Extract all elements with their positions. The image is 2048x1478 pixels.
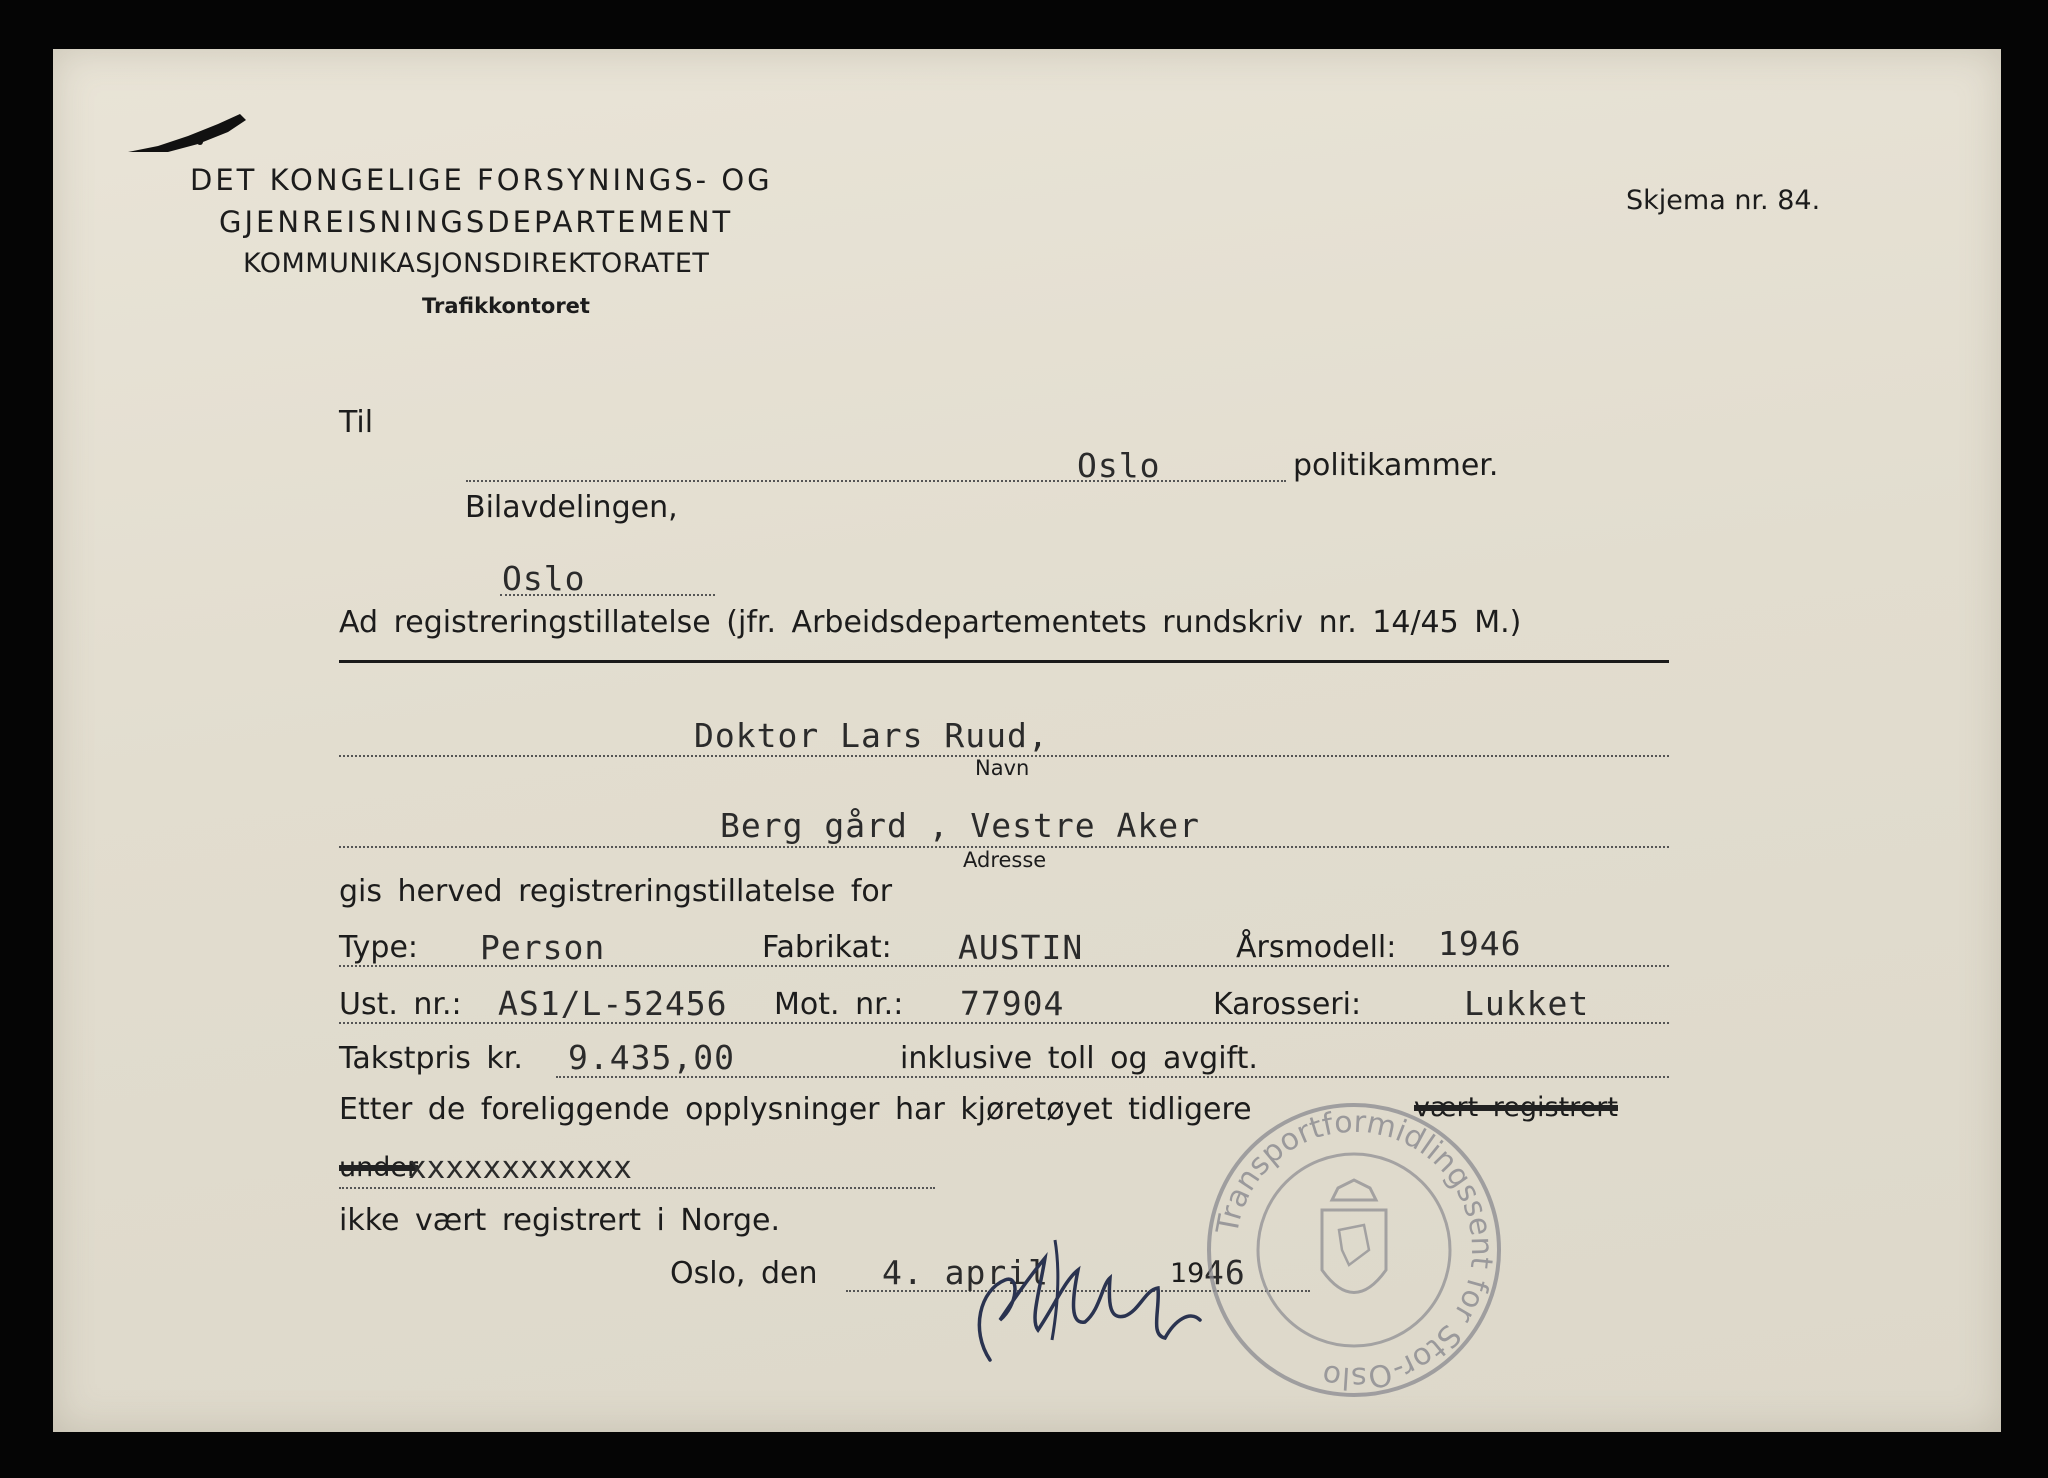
ust-value: AS1/L-52456 xyxy=(498,984,728,1023)
body-value: Lukket xyxy=(1464,984,1590,1023)
struck-under-text: under xyxy=(339,1152,419,1183)
subject-rule xyxy=(339,660,1669,663)
date-year-value: 46 xyxy=(1204,1253,1246,1292)
header-office: Trafikkontoret xyxy=(422,294,590,318)
police-city-value: Oslo xyxy=(1077,446,1161,485)
history-line-1: Etter de foreliggende opplysninger har kjøretøyet tidligere xyxy=(339,1092,1252,1127)
applicant-address: Berg gård , Vestre Aker xyxy=(720,806,1200,845)
place-value: Oslo xyxy=(502,559,586,598)
price-suffix: inklusive toll og avgift. xyxy=(900,1041,1258,1076)
history-line-3: ikke vært registrert i Norge. xyxy=(339,1203,781,1238)
header-line-1: DET KONGELIGE FORSYNINGS- OG xyxy=(190,163,773,197)
date-value: 4. april xyxy=(882,1253,1049,1292)
address-caption: Adresse xyxy=(963,848,1047,872)
mot-value: 77904 xyxy=(960,984,1065,1023)
date-place: Oslo, den xyxy=(670,1256,818,1291)
make-label: Fabrikat: xyxy=(762,930,892,965)
year-label: Årsmodell: xyxy=(1236,930,1397,965)
header-line-3: KOMMUNIKASJONSDIREKTORATET xyxy=(243,248,710,279)
ust-label: Ust. nr.: xyxy=(339,987,462,1022)
type-label: Type: xyxy=(339,930,419,965)
til-label: Til xyxy=(339,405,374,440)
official-stamp xyxy=(1204,1100,1504,1400)
struck-printed-text: vært registrert xyxy=(1414,1092,1618,1123)
police-city-dots xyxy=(466,480,1286,482)
type-value: Person xyxy=(480,928,606,967)
police-suffix: politikammer. xyxy=(1293,448,1499,483)
handwritten-signature xyxy=(960,1210,1220,1370)
name-caption: Navn xyxy=(975,756,1030,780)
subject-line: Ad registreringstillatelse (jfr. Arbeidsdepartementets rundskriv nr. 14/45 M.) xyxy=(339,605,1522,640)
body-label: Karosseri: xyxy=(1213,987,1362,1022)
make-value: AUSTIN xyxy=(958,928,1084,967)
year-value: 1946 xyxy=(1438,924,1522,963)
ink-blot xyxy=(128,106,248,156)
price-value: 9.435,00 xyxy=(568,1038,735,1077)
price-label: Takstpris kr. xyxy=(339,1041,523,1076)
department-label: Bilavdelingen, xyxy=(465,490,678,525)
history-dots xyxy=(339,1187,935,1189)
applicant-name: Doktor Lars Ruud, xyxy=(694,716,1049,755)
date-year-prefix: 19 xyxy=(1170,1258,1205,1289)
coat-of-arms-icon xyxy=(1322,1180,1386,1293)
header-line-2: GJENREISNINGSDEPARTEMENT xyxy=(219,205,734,239)
grant-text: gis herved registreringstillatelse for xyxy=(339,874,893,909)
form-number: Skjema nr. 84. xyxy=(1626,185,1821,216)
history-x-overstrike: xxxxxxxxxxxx xyxy=(408,1150,632,1186)
history-struck-2 xyxy=(339,1152,418,1183)
stamp-text: Transportformidlingssent for Stor-Oslo xyxy=(1210,1104,1500,1396)
mot-label: Mot. nr.: xyxy=(774,987,904,1022)
